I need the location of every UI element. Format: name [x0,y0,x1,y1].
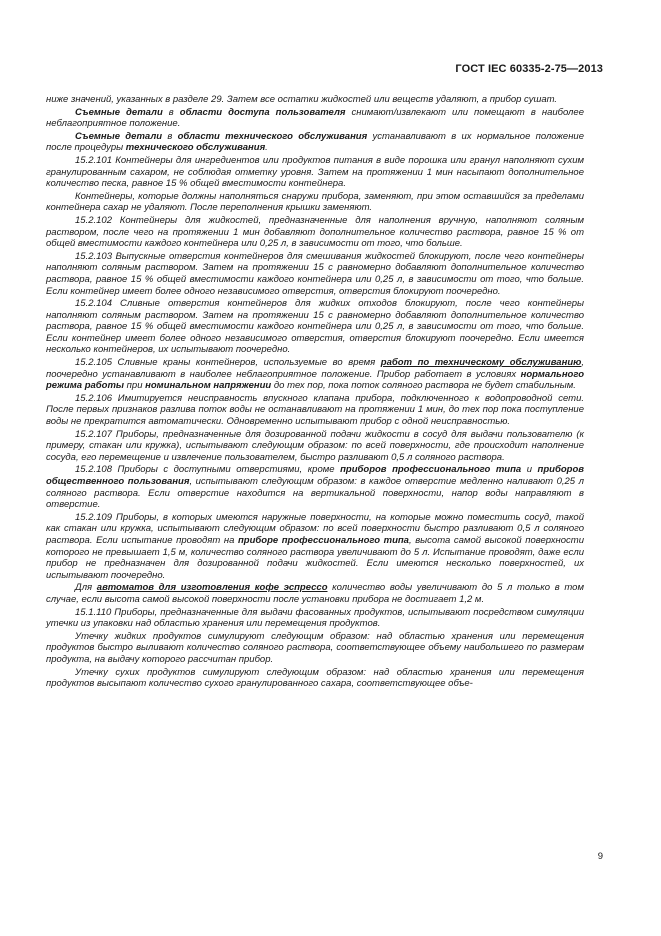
defined-term: приборов профессионального типа [340,464,522,476]
defined-term: области технического обслуживания [177,130,368,142]
paragraph [46,155,584,190]
paragraph-text: и [521,464,538,476]
paragraph-text: снимают/извлекают или помещают в наиболее неблагоприятное положение. [46,106,584,130]
paragraph [46,215,584,250]
paragraph-text: устанавливают в их нормальное положение после процедуры [46,130,584,154]
paragraph-text: 15.2.108 Приборы с доступными отверстиями, кроме [75,464,341,476]
defined-term: Съемные детали [75,130,163,142]
document-header: ГОСТ IEC 60335-2-75—2013 [455,63,603,75]
paragraph-text: Контейнеры, которые должны наполняться снаружи прибора, заменяют, при этом оставшийся за пределами контейнера сахар не удаляют. После переполнения крышки заменяют. [46,190,584,214]
paragraph-text: 15.2.107 Приборы, предназначенные для дозированной подачи жидкости в сосуд для выдачи пользователю (к примеру, стакан или кружка), испытывают следующим образом: по всей поверхности, где происходит наполнение сосуда, его перемещение и извлечение пользователем, быстро разливают 0,5 л соляного раствора. [46,428,584,463]
paragraph [46,94,584,106]
paragraph-text: 15.2.105 Сливные краны контейнеров, используемые во время [75,357,381,369]
paragraph-text: количество воды увеличивают до 5 л только в том случае, если высота самой высокой поверхности после установки прибора не достигает 1,2 м. [46,582,584,605]
paragraph-text: при [124,380,146,392]
paragraph [46,393,584,428]
paragraph-text: до тех пор, пока поток соляного раствора не будет стабильным. [271,380,576,392]
paragraph-text: ниже значений, указанных в разделе 29. Затем все остатки жидкостей или веществ удаляют, а прибор сушат. [46,94,558,105]
paragraph-text: , высота самой высокой поверхности которого не превышает 1,5 м, количество соляного раствора увеличивают до 5 л. Испытание проводят, даже если прибор не предназначен для дозированной подачи жидкостей. Если имеются несколько поверхностей, их испытывают поочередно. [46,534,584,581]
paragraph [46,631,584,666]
paragraph [46,298,584,356]
paragraph-text: Утечку сухих продуктов симулируют следующим образом: над областью хранения или перемещения продуктов высыпают количество сухого гранулированного сахара, соответствующее объе- [46,666,584,690]
paragraph [46,582,584,605]
defined-term: Съемные детали [75,106,163,118]
paragraph [46,191,584,214]
paragraph-text: Утечку жидких продуктов симулируют следующим образом: над областью хранения или перемещения продуктов быстро выливают количество соляного раствора, соответствующее объему наибольшего по размерам продукта, на выдачу которого рассчитан прибор. [46,630,584,665]
paragraph-text: 15.2.106 Имитируется неисправность впускного клапана прибора, подключенного к водопроводной сети. После первых признаков разлива поток воды не останавливают на протяжении 1 мин, до тех пор пока поступление воды не прекратится автоматически. Одновременно испытывают прибор с одной неисправностью. [46,392,584,428]
paragraph [46,251,584,297]
defined-term: нормального режима работы [46,368,584,392]
defined-term: приборе профессионального типа [237,534,409,546]
paragraph [46,512,584,582]
paragraph-text: 15.2.103 Выпускные отверстия контейнеров для смешивания жидкостей блокируют, после чего контейнеры наполняют соляным раствором. Затем на протяжении 15 с равномерно добавляют дополнительное количество раствора, равное 15 % общей вместимости каждого контейнера или 0,25 л, в зависимости от того, что больше. Если контейнер имеет более одного независимого отверстия, отверстия блокируют поочередно. [46,250,584,297]
paragraph-text: 15.2.109 Приборы, в которых имеются наружные поверхности, на которые можно поместить сосуд, такой как стакан или кружка, испытывают следующим образом: по всей поверхности быстро разливают 0,5 л соляного раствора. Если испытание проводят на [46,511,584,546]
paragraph [46,607,584,630]
paragraph [46,131,584,154]
defined-term: работ по техническому обслуживанию [380,357,582,369]
paragraph-text: 15.2.102 Контейнеры для жидкостей, предназначенные для наполнения вручную, наполняют соляным раствором, после чего на протяжении 1 мин добавляют дополнительное количество раствора, равное 15 % от общей вместимости каждого контейнера или 0,25 л, в зависимости от того, что больше. [46,214,584,250]
paragraph [46,667,584,690]
paragraph-text: Для [75,582,97,594]
paragraph-text: , поочередно устанавливают в наиболее неблагоприятное положение. Прибор работает в условиях [46,357,584,380]
paragraph [46,429,584,464]
defined-term: автоматов для изготовления кофе эспрессо [96,582,328,594]
defined-term: номинальном напряжении [145,380,272,392]
paragraph-text: 15.2.101 Контейнеры для ингредиентов или продуктов питания в виде порошка или гранул наполняют сухим гранулированным сахаром, не соблюдая отметку уровня. Затем на протяжении 1 мин насыпают дополнительное количество песка, равное 15 % общей вместимости контейнера. [46,154,584,190]
paragraph-text: в [162,130,178,142]
defined-term: приборов общественного пользования [46,464,584,487]
defined-term: области доступа пользователя [179,106,346,118]
paragraph-text: , испытывают следующим образом: в каждое отверстие медленно наливают 0,25 л соляного раствора. Если отверстие находится на вертикальной поверхности, напор воды направляют в отверстие. [46,476,584,511]
paragraph [46,107,584,130]
page-number: 9 [597,851,603,862]
paragraph-text: 15.2.104 Сливные отверстия контейнеров для жидких отходов блокируют, после чего контейнеры наполняют соляным раствором. Затем на протяжении 15 с равномерно добавляют дополнительное количество раствора, равное 15 % общей вместимости каждого контейнера или 0,25 л, в зависимости от того, что больше. Если контейнер имеет более одного независимого отверстия, отверстия блокируют поочередно. Если имеется несколько контейнеров, их испытывают поочередно. [46,298,584,356]
paragraph [46,464,584,510]
document-body [46,94,584,691]
paragraph-text: . [265,142,268,154]
paragraph [46,357,584,392]
paragraph-text: 15.1.110 Приборы, предназначенные для выдачи фасованных продуктов, испытывают посредством симуляции утечки из упаковки над областью хранения или перемещения продуктов. [46,606,584,630]
defined-term: технического обслуживания [125,142,266,154]
paragraph-text: в [162,106,180,118]
